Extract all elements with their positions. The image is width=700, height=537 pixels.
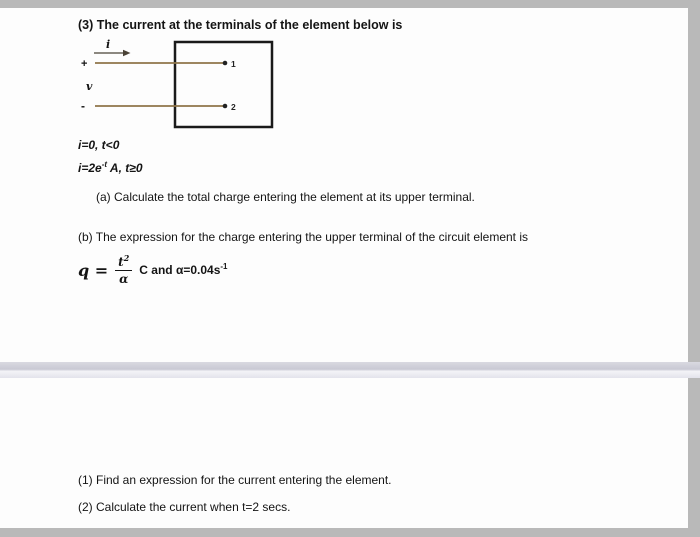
element-box — [175, 42, 272, 127]
section-divider — [0, 362, 700, 378]
current-arrow-head-icon — [123, 50, 131, 56]
terminal1-dot — [223, 61, 228, 66]
condition2-base: i=2e — [78, 161, 102, 175]
terminal2-label: 2 — [231, 102, 236, 112]
formula-fraction — [115, 252, 132, 286]
problem2-text: (2) Calculate the current when t=2 secs. — [78, 500, 291, 514]
fraction-numerator — [115, 252, 132, 271]
problem1-text: (1) Find an expression for the current entering the element. — [78, 473, 392, 487]
circuit-diagram — [70, 36, 300, 136]
terminal2-dot — [223, 104, 228, 109]
problem3-title: (3) The current at the terminals of the element below is — [78, 18, 403, 32]
voltage-label: v — [86, 80, 93, 93]
charge-formula — [78, 251, 228, 289]
formula-lhs: q = — [78, 260, 109, 280]
top-chrome — [0, 0, 700, 8]
bottom-chrome — [0, 528, 700, 537]
right-chrome — [688, 0, 700, 537]
numerator-base: t — [118, 254, 124, 269]
condition-line-1: i=0, t<0 — [78, 138, 120, 152]
part-b-text: (b) The expression for the charge entering the upper terminal of the circuit element is — [78, 230, 529, 244]
formula-rhs-base: C and α=0.04s — [139, 263, 221, 277]
formula-rhs-exponent: -1 — [220, 262, 228, 271]
plus-sign-label: + — [81, 58, 88, 70]
current-label: i — [106, 38, 111, 51]
minus-sign-label: - — [81, 99, 85, 113]
condition-line-2 — [78, 162, 143, 175]
condition2-rest: A, t≥0 — [107, 161, 143, 175]
circuit-diagram-svg — [70, 36, 300, 136]
part-a-text: (a) Calculate the total charge entering the element at its upper terminal. — [96, 190, 475, 204]
terminal1-label: 1 — [231, 59, 236, 69]
condition2-exponent: -t — [101, 160, 108, 169]
formula-rhs — [139, 263, 227, 277]
numerator-exponent: 2 — [123, 252, 130, 263]
fraction-denominator: α — [119, 271, 129, 286]
